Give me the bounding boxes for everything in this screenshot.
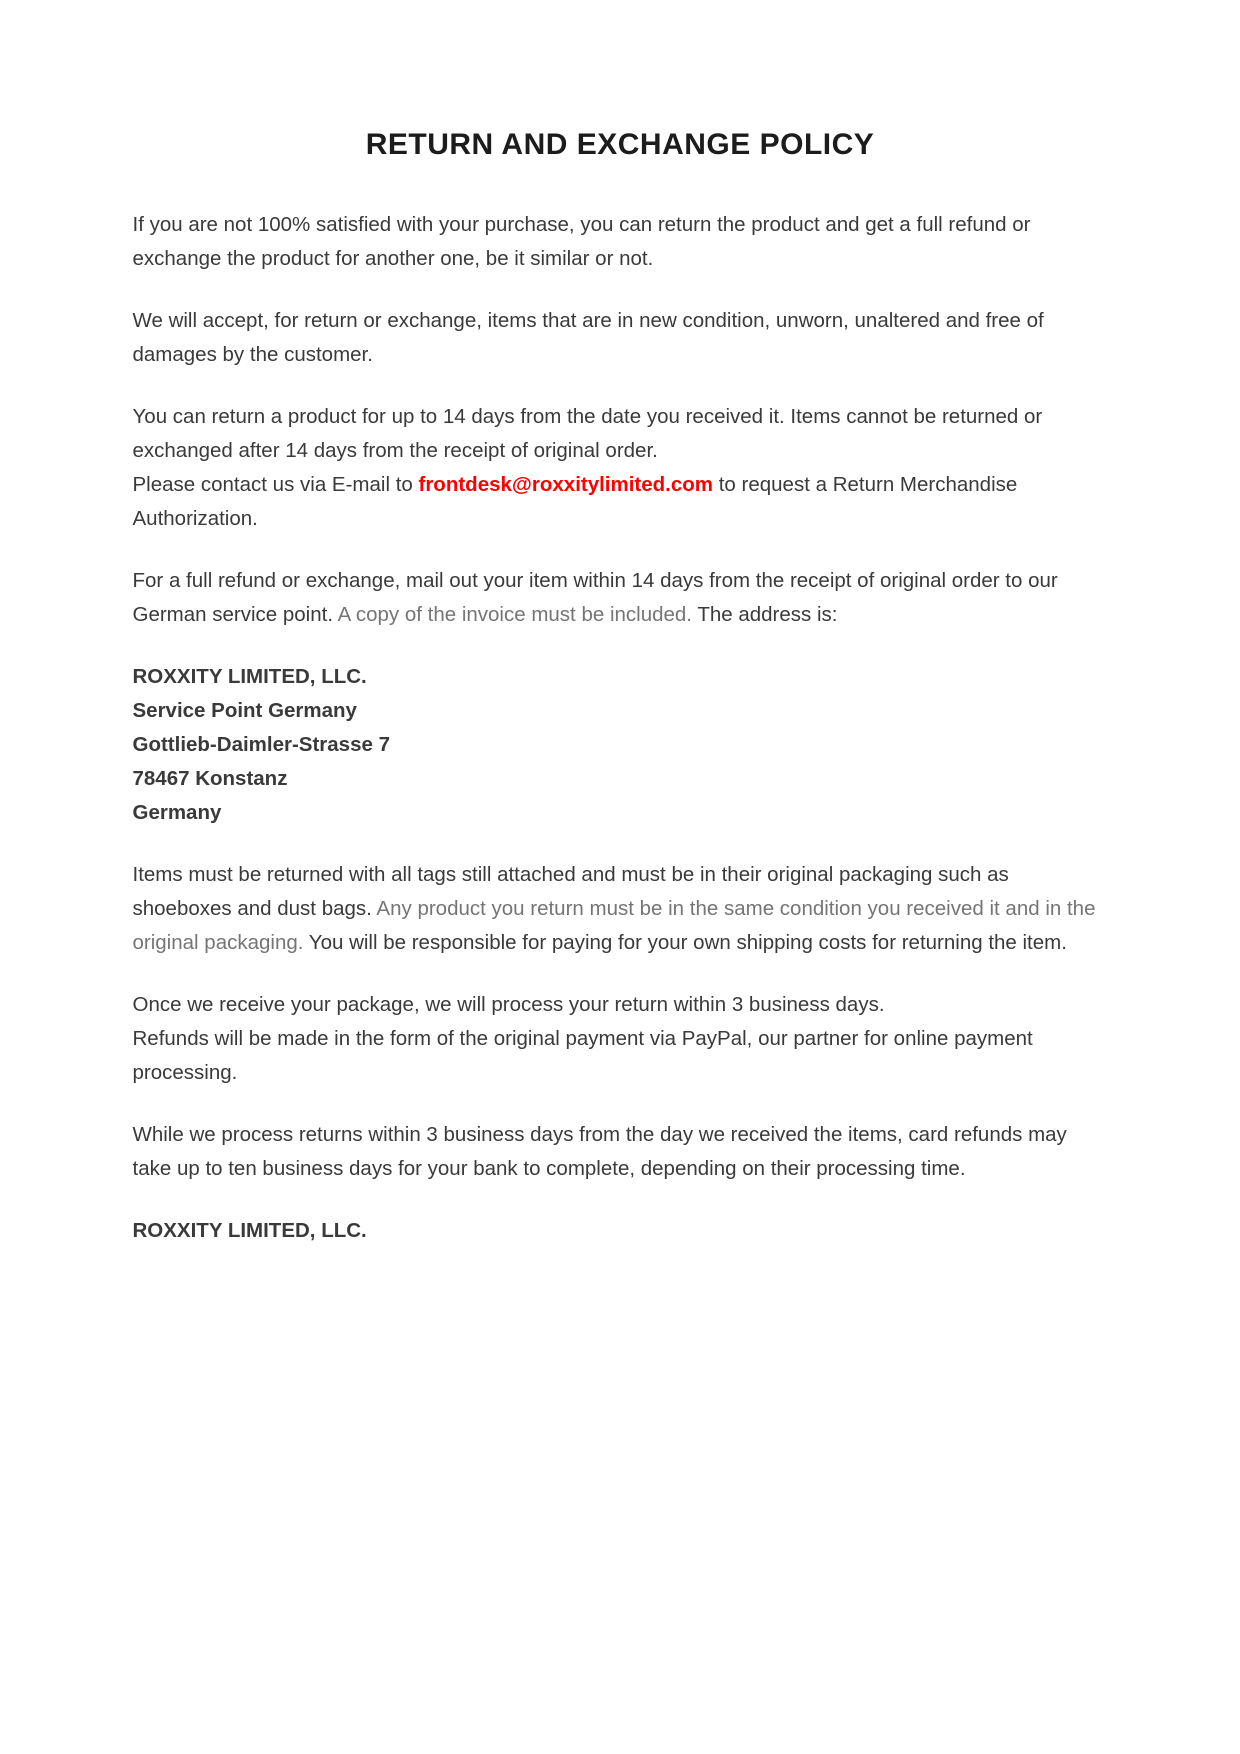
processing-paragraph <box>133 988 1108 1090</box>
text-run: Items must be returned with all tags still attached and must be in their original packaging such as shoeboxes and dust bags. <box>132 863 1009 920</box>
return-window-paragraph <box>133 400 1108 536</box>
email-link[interactable]: frontdesk@roxxitylimited.com <box>418 473 714 496</box>
text-run: 78467 Konstanz <box>132 767 288 790</box>
text-run: Please contact us via E-mail to <box>132 473 419 496</box>
packaging-paragraph <box>133 858 1108 960</box>
mail-out-paragraph <box>133 564 1108 632</box>
acceptance-paragraph <box>133 304 1108 372</box>
address-block <box>133 660 1108 830</box>
text-run: ROXXITY LIMITED, LLC. <box>132 665 367 688</box>
document-body <box>133 208 1108 1248</box>
text-run: Service Point Germany <box>132 699 357 722</box>
text-run: Refunds will be made in the form of the original payment via PayPal, our partner for online payment processing. <box>132 1027 1033 1084</box>
page-title: RETURN AND EXCHANGE POLICY <box>365 128 875 161</box>
text-run: to request a Return Merchandise Authorization. <box>132 473 1018 530</box>
muted-text-run: Any product you return must be in the same condition you received it and in the original packaging. <box>132 897 1096 954</box>
muted-text-run: A copy of the invoice must be included. <box>337 603 698 626</box>
text-run: While we process returns within 3 business days from the day we received the items, card refunds may take up to ten business days for your bank to complete, depending on their processing time. <box>132 1123 1067 1180</box>
text-run: You can return a product for up to 14 days from the date you received it. Items cannot be returned or exchanged after 14 days from the receipt of original order. <box>132 405 1043 462</box>
text-run: Once we receive your package, we will process your return within 3 business days. <box>132 993 885 1016</box>
text-run: For a full refund or exchange, mail out your item within 14 days from the receipt of original order to our German service point. <box>132 569 1058 626</box>
intro-paragraph <box>133 208 1108 276</box>
text-run: If you are not 100% satisfied with your purchase, you can return the product and get a full refund or exchange the product for another one, be it similar or not. <box>132 213 1031 270</box>
text-run: ROXXITY LIMITED, LLC. <box>132 1219 367 1242</box>
text-run: You will be responsible for paying for your own shipping costs for returning the item. <box>308 931 1067 954</box>
text-run: The address is: <box>697 603 838 626</box>
document-page <box>133 0 1108 1248</box>
text-run: Germany <box>132 801 222 824</box>
text-run: Gottlieb-Daimler-Strasse 7 <box>132 733 390 756</box>
signature <box>133 1214 1108 1248</box>
bank-refund-paragraph <box>133 1118 1108 1186</box>
text-run: We will accept, for return or exchange, items that are in new condition, unworn, unaltered and free of damages by the customer. <box>132 309 1044 366</box>
